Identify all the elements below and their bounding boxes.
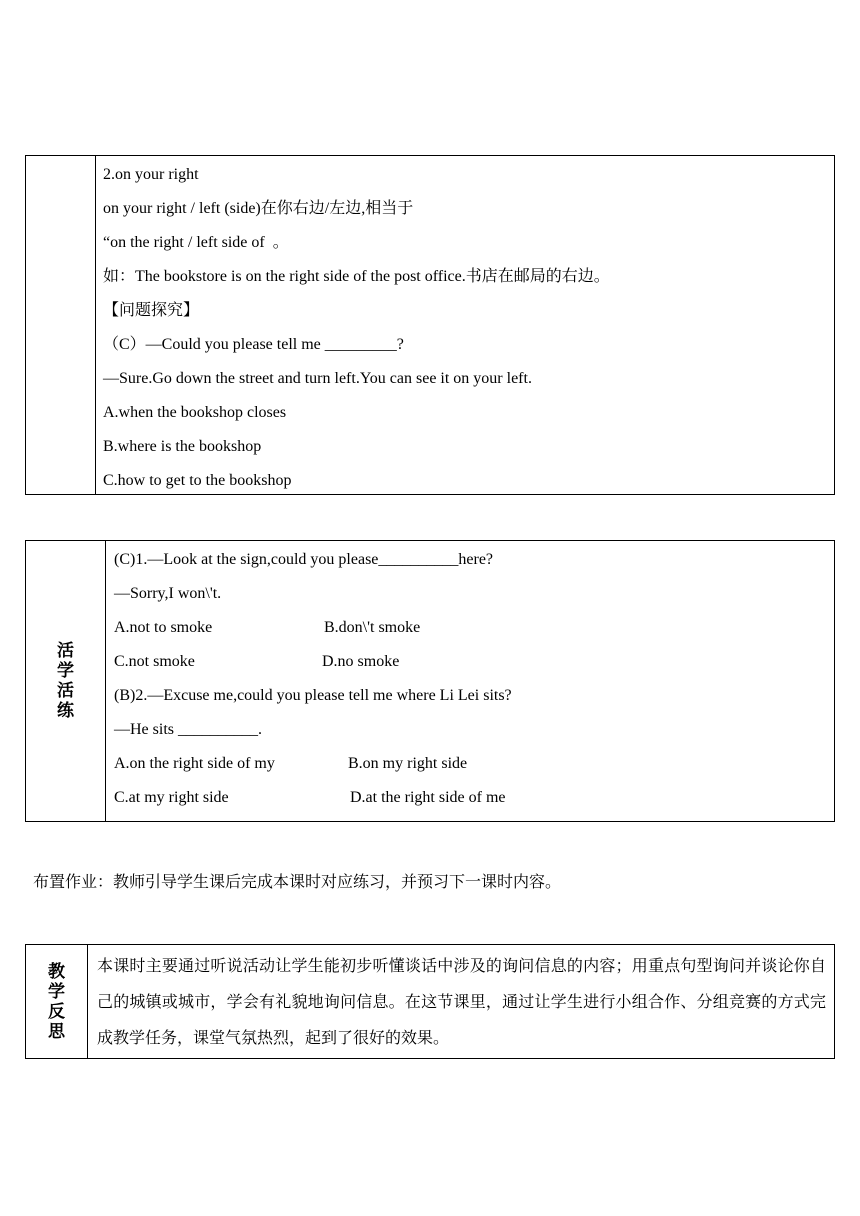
- notes-line: 如：The bookstore is on the right side of the post office.书店在邮局的右边。: [103, 268, 610, 285]
- reflection-label-cell: [26, 945, 88, 1058]
- notes-line: B.where is the bookshop: [103, 438, 262, 455]
- notes-line: “on the right / left side of 。: [103, 234, 289, 251]
- notes-line: 2.on your right: [103, 166, 199, 183]
- options-row: [114, 611, 834, 645]
- option: A.not to smoke: [114, 619, 213, 636]
- practice-content: [106, 541, 834, 821]
- question-2: (B)2.—Excuse me,could you please tell me where Li Lei sits?: [114, 687, 512, 704]
- practice-label-cell: [26, 541, 106, 821]
- option: B.don\'t smoke: [324, 619, 421, 636]
- options-row: [114, 781, 834, 815]
- reflection-label: 教 学 反 思: [48, 961, 65, 1042]
- options-row: [114, 645, 834, 679]
- notes-line: on your right / left (side)在你右边/左边,相当于: [103, 200, 414, 217]
- notes-table: [25, 155, 835, 495]
- notes-label-cell: [26, 156, 96, 494]
- notes-line: C.how to get to the bookshop: [103, 472, 292, 489]
- option: C.not smoke: [114, 653, 195, 670]
- option: A.on the right side of my: [114, 755, 275, 772]
- notes-line: A.when the bookshop closes: [103, 404, 287, 421]
- practice-label: 活 学 活 练: [57, 641, 74, 721]
- homework-text: 布置作业：教师引导学生课后完成本课时对应练习，并预习下一课时内容。: [33, 874, 562, 891]
- reflection-table: [25, 944, 835, 1059]
- options-row: [114, 747, 834, 781]
- reflection-text: 本课时主要通过听说活动让学生能初步听懂谈话中涉及的询问信息的内容；用重点句型询问并谈论你自己的城镇或城市，学会有礼貌地询问信息。在这节课里，通过让学生进行小组合作、分组竞赛的方式完成教学任务，课堂气氛热烈，起到了很好的效果。: [97, 958, 826, 1047]
- notes-line: （C）—Could you please tell me _________?: [103, 336, 404, 353]
- answer-2: —He sits __________.: [114, 721, 262, 738]
- notes-content: [96, 156, 834, 494]
- option: C.at my right side: [114, 789, 229, 806]
- option: D.no smoke: [322, 653, 400, 670]
- option: B.on my right side: [348, 755, 468, 772]
- answer-1: —Sorry,I won\'t.: [114, 585, 222, 602]
- notes-line: —Sure.Go down the street and turn left.You can see it on your left.: [103, 370, 532, 387]
- practice-table: [25, 540, 835, 822]
- question-1: (C)1.—Look at the sign,could you please__________here?: [114, 551, 494, 568]
- option: D.at the right side of me: [350, 789, 506, 806]
- notes-line: 【问题探究】: [103, 302, 200, 319]
